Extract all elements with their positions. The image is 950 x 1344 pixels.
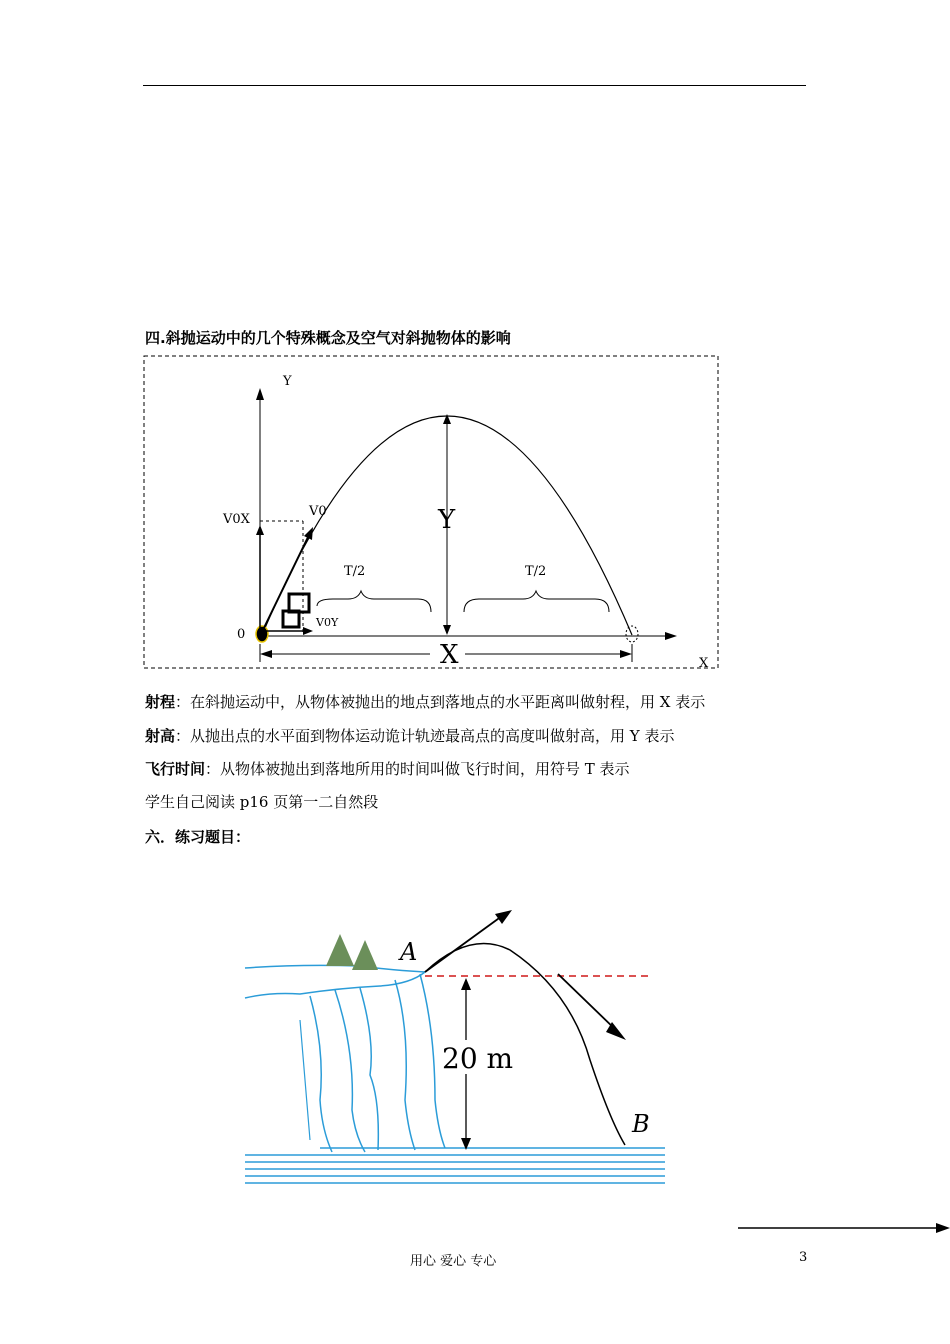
waterfall-strand	[395, 980, 415, 1150]
arrow-head-icon	[936, 1223, 950, 1233]
point-a-label: A	[400, 938, 418, 966]
definition-term: 射程	[145, 693, 176, 711]
upper-water-surface	[245, 965, 425, 972]
right-half-time-label: T/2	[525, 564, 547, 579]
footer-motto: 用心 爱心 专心	[410, 1254, 497, 1269]
definition-text: ：从物体被抛出到落地所用的时间叫做飞行时间，用符号 T 表示	[205, 760, 630, 778]
descending-velocity-arrow-icon	[606, 1022, 626, 1040]
continue-arrow	[738, 1220, 950, 1236]
height-top-arrow-icon	[461, 978, 471, 990]
definition-term: 飞行时间	[145, 760, 206, 778]
tree-icon	[326, 934, 354, 966]
range-right-arrow-icon	[620, 650, 632, 658]
angle-marker	[289, 594, 309, 612]
header-rule	[143, 85, 806, 86]
tree-icon	[352, 940, 378, 970]
right-half-time-brace	[464, 591, 609, 612]
max-height-label: Y	[438, 505, 456, 535]
descending-velocity-vector	[558, 974, 618, 1032]
definition-flight-time	[145, 759, 630, 779]
origin-label: 0	[237, 627, 246, 642]
definition-height	[145, 726, 674, 746]
waterfall-strand	[335, 990, 365, 1152]
range-label: X	[440, 640, 459, 669]
y-axis-label: Y	[283, 374, 292, 389]
v0-label: V0	[309, 504, 327, 519]
v0-arrow-icon	[304, 527, 313, 540]
vertical-component-arrow-icon	[256, 525, 264, 535]
point-b-label: B	[632, 1110, 650, 1138]
x-axis-label: X	[699, 656, 709, 669]
definition-text: ：从抛出点的水平面到物体运动诡计轨迹最高点的高度叫做射高，用 Y 表示	[175, 727, 675, 745]
definition-text: ：在斜抛运动中，从物体被抛出的地点到落地点的水平距离叫做射程，用 X 表示	[175, 693, 706, 711]
waterfall-strand	[300, 1020, 310, 1140]
range-left-arrow-icon	[260, 650, 272, 658]
definition-range	[145, 692, 705, 712]
exercise-title: 六．练习题目：	[145, 828, 251, 846]
initial-velocity-arrow-icon	[495, 910, 512, 924]
left-half-time-brace	[317, 591, 431, 612]
waterfall-strand	[360, 988, 378, 1150]
launch-point	[256, 626, 268, 642]
definition-term: 射高	[145, 727, 176, 745]
max-height-bottom-arrow-icon	[443, 625, 451, 635]
reading-note: 学生自己阅读 p16 页第一二自然段	[145, 793, 379, 811]
waterfall-diagram	[240, 900, 670, 1190]
x-axis-arrow-icon	[665, 632, 677, 640]
page-number: 3	[799, 1250, 808, 1265]
v0y-label: V0Y	[316, 616, 339, 629]
left-half-time-label: T/2	[344, 564, 366, 579]
horizontal-component-arrow-icon	[303, 627, 313, 635]
waterfall-strand	[310, 996, 332, 1152]
y-axis-arrow-icon	[256, 388, 264, 400]
v0x-label: V0X	[223, 512, 250, 527]
projectile-diagram	[143, 355, 719, 669]
height-label: 20 m	[442, 1042, 514, 1075]
section-title: 四.斜抛运动中的几个特殊概念及空气对斜抛物体的影响	[145, 329, 511, 347]
